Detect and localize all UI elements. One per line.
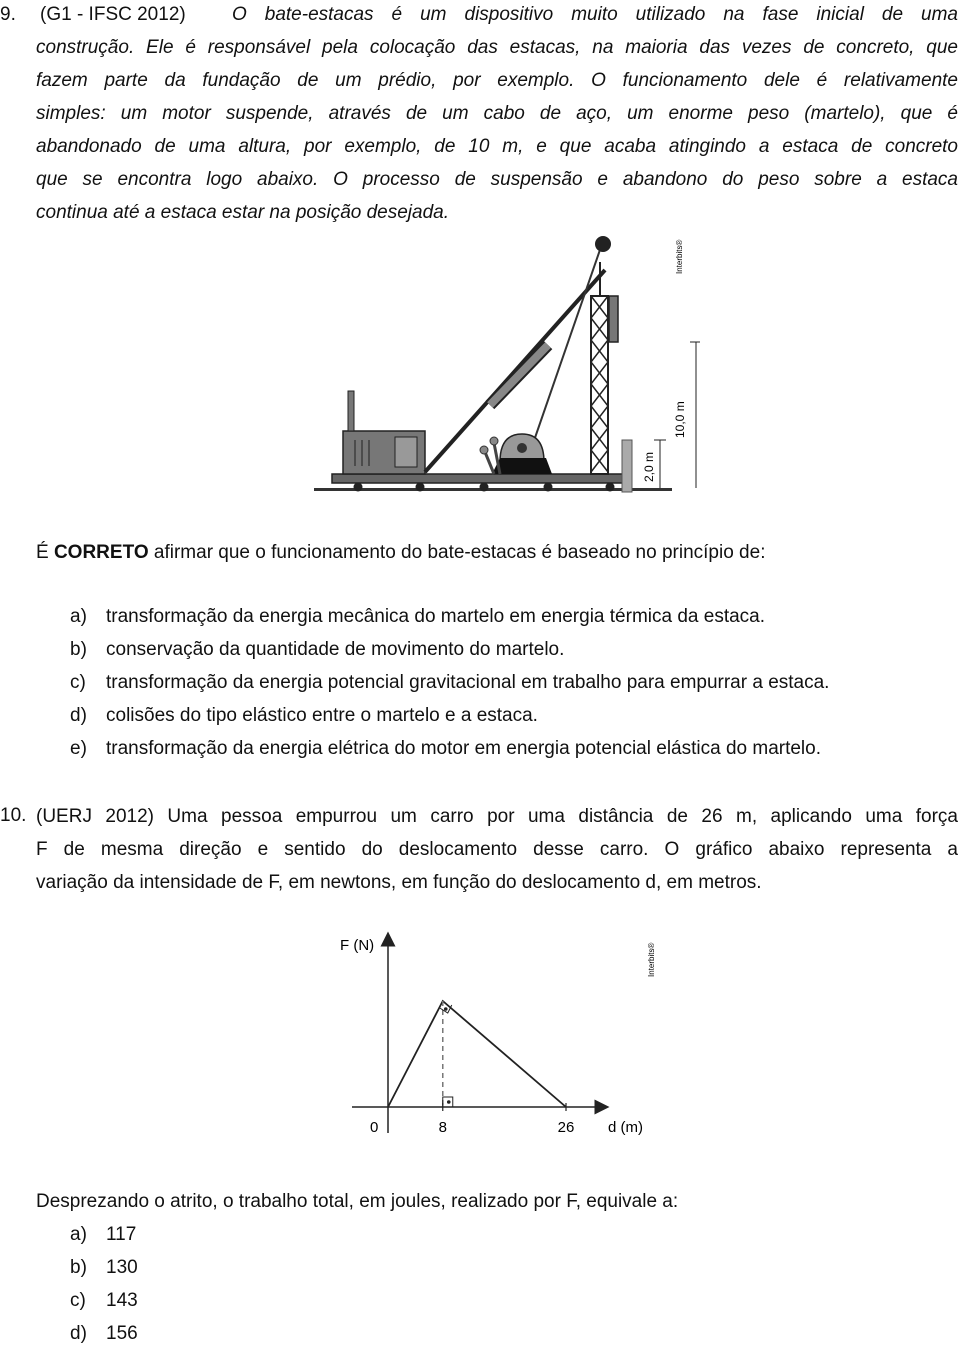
pile-driver-figure	[300, 228, 700, 498]
option-b[interactable]: b) 130	[70, 1257, 138, 1278]
question-text-line: abandonado de uma altura, por exemplo, de 10 m, e que acaba atingindo a estaca de concreto	[36, 136, 958, 157]
wheel	[354, 483, 363, 492]
question-source: (G1 - IFSC 2012)	[40, 4, 186, 25]
lattice-tower	[591, 262, 608, 474]
hammer	[609, 296, 618, 342]
x-tick-label: 26	[557, 1119, 575, 1136]
question-text-line: construção. Ele é responsável pela colocação das estacas, na maioria das vezes de concreto, que	[36, 37, 958, 58]
wheel	[544, 483, 553, 492]
option-b[interactable]: b) conservação da quantidade de movimento do martelo.	[70, 639, 565, 660]
question-prompt: Desprezando o atrito, o trabalho total, em joules, realizado por F, equivale a:	[36, 1191, 679, 1212]
question-number: 9.	[0, 4, 16, 25]
platform	[332, 474, 624, 483]
right-angle-dot	[447, 1100, 451, 1104]
watermark: Interbits®	[675, 239, 684, 274]
question-prompt: É CORRETO afirmar que o funcionamento do bate-estacas é baseado no princípio de:	[36, 542, 766, 563]
option-a[interactable]: a) 117	[70, 1224, 137, 1245]
force-series-line	[388, 1001, 566, 1107]
emphasis-correto: CORRETO	[53, 542, 149, 563]
height-label-10m: 10,0 m	[673, 401, 687, 438]
x-axis-label: d (m)	[608, 1119, 643, 1136]
option-d[interactable]: d) 156	[70, 1323, 138, 1344]
pulley	[595, 236, 611, 252]
question-text-line: continua até a estaca estar na posição desejada.	[36, 202, 450, 223]
y-axis-label: F (N)	[340, 937, 375, 954]
option-a[interactable]: a) transformação da energia mecânica do martelo em energia térmica da estaca.	[70, 606, 766, 627]
wheel	[606, 483, 615, 492]
question-text-line: simples: um motor suspende, através de um cabo de aço, um enorme peso (martelo), que é	[36, 103, 958, 124]
exhaust-pipe	[348, 391, 354, 431]
question-text-line: que se encontra logo abaixo. O processo de suspensão e abandono do peso sobre a estaca	[36, 169, 958, 190]
peak-angle-dot	[444, 1007, 448, 1011]
ground-line	[314, 488, 672, 491]
option-e[interactable]: e) transformação da energia elétrica do motor em energia potencial elástica do martelo.	[70, 738, 821, 759]
question-text-line: F de mesma direção e sentido do deslocamento desse carro. O gráfico abaixo representa a	[36, 839, 958, 860]
option-c[interactable]: c) transformação da energia potencial gravitacional em trabalho para empurrar a estaca.	[70, 672, 830, 693]
wheel	[480, 483, 489, 492]
x-tick-label: 0	[370, 1119, 379, 1136]
option-c[interactable]: c) 143	[70, 1290, 138, 1311]
watermark: Interbits®	[647, 942, 656, 977]
wheel	[416, 483, 425, 492]
height-label-2m: 2,0 m	[642, 451, 656, 482]
option-d[interactable]: d) colisões do tipo elástico entre o martelo e a estaca.	[70, 705, 538, 726]
question-text-line: (UERJ 2012) Uma pessoa empurrou um carro por uma distância de 26 m, aplicando uma força	[36, 806, 958, 827]
question-text-line: fazem parte da fundação de um prédio, por exemplo. O funcionamento dele é relativamente	[36, 70, 958, 91]
x-tick-label: 8	[438, 1119, 447, 1136]
force-displacement-chart	[330, 925, 670, 1145]
question-text-line: variação da intensidade de F, em newtons, em função do deslocamento d, em metros.	[36, 872, 762, 893]
question-text-line: O bate-estacas é um dispositivo muito utilizado na fase inicial de uma	[232, 4, 958, 25]
question-number: 10.	[0, 805, 27, 826]
concrete-pile	[622, 440, 632, 492]
